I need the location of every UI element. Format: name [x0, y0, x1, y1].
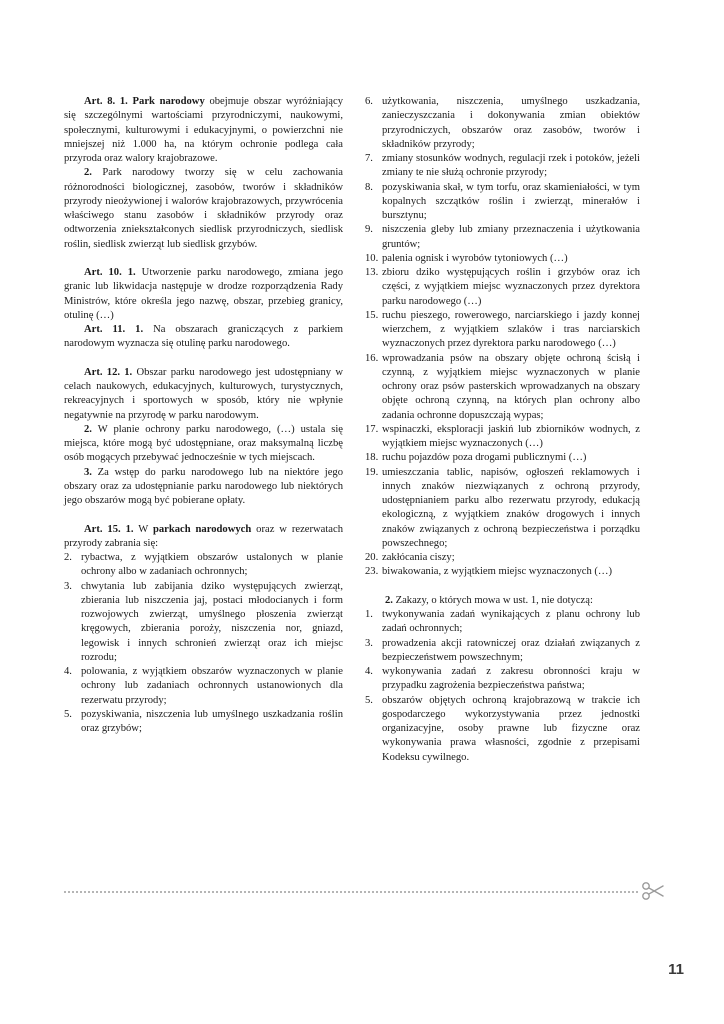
art8-paragraph-1 — [64, 95, 343, 166]
sec2-text: Zakazy, o których mowa w ust. 1, nie dotyczą: — [392, 594, 593, 606]
list-item-text: niszczenia gleby lub zmiany przeznaczenia i użytkowania gruntów; — [382, 224, 640, 250]
art12-text: Obszar parku narodowego jest udostępniany w celach naukowych, edukacyjnych, kulturowych, turystycznych, rekreacyjnych i sportowych w sposób, który nie wpłynie negatywnie na przyrodę w parku narodowym. — [64, 366, 343, 421]
list-item-number: 5. — [365, 694, 373, 706]
list-item-text: biwakowania, z wyjątkiem miejsc wyznaczonych (…) — [382, 566, 613, 578]
list-item — [365, 551, 640, 565]
art12-paragraph-2 — [64, 423, 343, 466]
list-item — [365, 565, 640, 579]
list-item-text: umieszczania tablic, napisów, ogłoszeń reklamowych i innych znaków niezwiązanych z ochroną przyrody, udostępnianiem parku albo rezerwatu przyrody, edukacją ekologiczną, z wyjątkiem znaków drogowych i innych znaków związanych z ochroną bezpieczeństwa i porządku powszechnego; — [382, 466, 640, 549]
list-item-number: 8. — [365, 181, 373, 193]
art12-paragraph-3 — [64, 466, 343, 509]
list-item — [365, 352, 640, 423]
list-item-text: chwytania lub zabijania dziko występujących zwierząt, zbierania lub niszczenia jaj, postaci młodocianych i form rozwojowych zwierząt, umyślnego płoszenia zwierząt kręgowych, zbierania poroży, niszczenia nor, gniazd, legowisk i innych schronień zwierząt oraz ich miejsc rozrodu; — [81, 580, 343, 663]
list-item — [365, 266, 640, 309]
list-item-number: 1. — [365, 609, 373, 620]
list-item-text: pozyskiwania, niszczenia lub umyślnego uszkadzania roślin oraz grzybów; — [81, 708, 343, 734]
scissors-icon — [641, 880, 665, 902]
art15-list-continued — [365, 95, 640, 580]
list-item — [365, 637, 640, 666]
list-item-text: twykonywania zadań wynikających z planu ochrony lub zadań ochronnych; — [382, 609, 640, 635]
art10-paragraph — [64, 266, 343, 323]
art8-paragraph-2 — [64, 166, 343, 252]
sec2-list — [365, 608, 640, 765]
sec2-label: 2. — [385, 594, 393, 606]
list-item-text: obszarów objętych ochroną krajobrazową w trakcie ich gospodarczego wykorzystywania przez jednostki organizacyjne, osoby prawne lub fizyczne oraz wykonywania prawa własności, zgodnie z przepisami Kodeksu cywilnego. — [382, 694, 640, 763]
list-item — [64, 551, 343, 580]
art12-p3-label: 3. — [84, 466, 92, 478]
art8-label: Art. 8. 1. — [84, 96, 128, 107]
art15-text: oraz w rezerwatach przyrody zabrania się: — [64, 523, 344, 549]
left-column — [64, 95, 343, 736]
list-item — [365, 95, 640, 152]
list-item-number: 4. — [64, 666, 72, 677]
art12-paragraph-1 — [64, 366, 343, 423]
list-item-number: 2. — [64, 552, 72, 563]
art12-p3-text: Za wstęp do parku narodowego lub na niektóre jego obszary oraz za udostępnianie parku narodowego lub niektórych jego obszarów mogą być pobierane opłaty. — [64, 466, 343, 506]
list-item — [64, 708, 343, 737]
art8-text: obejmuje obszar wyróżniający się szczególnymi wartościami przyrodniczymi, naukowymi, społecznymi, kulturowymi i edukacyjnymi, o powierzchni nie mniejszej niż 1.000 ha, na którym ochronie podlega cała przyroda oraz walory krajobrazowe. — [64, 96, 343, 164]
list-item-text: wykonywania zadań z zakresu obronności kraju w przypadku zagrożenia bezpieczeństwa państwa; — [382, 666, 640, 692]
art12-p2-label: 2. — [84, 423, 92, 435]
list-item-text: ruchu pieszego, rowerowego, narciarskiego i jazdy konnej wierzchem, z wyjątkiem szlaków i tras narciarskich wyznaczonych przez dyrektora parku narodowego (…) — [382, 309, 640, 350]
list-item-number: 3. — [64, 580, 72, 592]
list-item-text: palenia ognisk i wyrobów tytoniowych (…) — [382, 252, 568, 264]
art12-p2-text: W planie ochrony parku narodowego, (…) ustala się miejsca, które mogą być udostępniane, oraz maksymalną liczbę osób mogących przebywać jednocześnie w tych miejscach. — [64, 423, 343, 464]
list-item-text: prowadzenia akcji ratowniczej oraz działań związanych z bezpieczeństwem powszechnym; — [382, 637, 640, 663]
list-item-number: 18. — [365, 452, 379, 464]
list-item-number: 23. — [365, 566, 379, 578]
art15-label: Art. 15. 1. — [84, 523, 134, 535]
art15-pre: W — [133, 523, 153, 535]
list-item-text: ruchu pojazdów poza drogami publicznymi (…) — [382, 452, 587, 464]
art11-paragraph — [64, 323, 343, 352]
list-item — [365, 252, 640, 266]
list-item-text: rybactwa, z wyjątkiem obszarów ustalonych w planie ochrony albo w zadaniach ochronnych; — [81, 552, 343, 578]
art11-label: Art. 11. 1. — [84, 324, 144, 335]
list-item-number: 10. — [365, 252, 379, 264]
list-item-text: użytkowania, niszczenia, umyślnego uszkadzania, zanieczyszczania i dokonywania zmian obiektów przyrodniczych, obszarów oraz zasobów, tworów i składników przyrody; — [382, 96, 640, 150]
list-item-number: 13. — [365, 267, 379, 278]
right-column — [365, 95, 640, 765]
list-item-number: 17. — [365, 423, 379, 435]
list-item-number: 9. — [365, 224, 373, 236]
list-item — [365, 665, 640, 694]
list-item-number: 3. — [365, 637, 373, 649]
list-item-text: zakłócania ciszy; — [382, 552, 455, 563]
art8-p2-text: Park narodowy tworzy się w celu zachowania różnorodności biologicznej, zasobów, tworów i składników przyrody nieożywionej i walorów krajobrazowych, przywrócenia właściwego stanu zasobów i składników przyrody oraz odtworzenia zniekształconych siedlisk przyrodniczych, siedlisk roślin, siedlisk zwierząt lub siedlisk grzybów. — [64, 167, 343, 250]
list-item-number: 6. — [365, 96, 373, 107]
art15-bold-term: parkach narodowych — [152, 523, 252, 535]
list-item — [64, 580, 343, 666]
art15-intro — [64, 523, 343, 552]
list-item — [365, 309, 640, 352]
list-item — [365, 608, 640, 637]
art8-bold-term: Park narodowy — [132, 96, 205, 107]
art8-p2-label: 2. — [84, 167, 92, 179]
list-item-text: polowania, z wyjątkiem obszarów wyznaczonych w planie ochrony lub zadaniach ochronnych ustanowionych dla rezerwatu przyrody; — [81, 666, 343, 706]
list-item-number: 5. — [64, 708, 72, 720]
list-item-number: 19. — [365, 466, 379, 478]
list-item — [365, 152, 640, 181]
art10-label: Art. 10. 1. — [84, 267, 136, 278]
art11-text: Na obszarach graniczących z parkiem narodowym wyznacza się otulinę parku narodowego. — [64, 324, 343, 350]
list-item — [365, 451, 640, 465]
list-item — [365, 694, 640, 765]
list-item — [365, 181, 640, 224]
list-item-number: 16. — [365, 352, 379, 364]
list-item-text: wspinaczki, eksploracji jaskiń lub zbiorników wodnych, z wyjątkiem miejsc wyznaczonych (…) — [382, 423, 640, 449]
cut-line-divider — [64, 891, 638, 893]
art12-label: Art. 12. 1. — [84, 366, 133, 378]
page-number: 11 — [668, 961, 684, 978]
list-item — [64, 665, 343, 708]
list-item-number: 4. — [365, 666, 373, 677]
list-item-text: pozyskiwania skał, w tym torfu, oraz skamieniałości, w tym kopalnych szczątków roślin i zwierząt, minerałów i bursztynu; — [382, 181, 640, 221]
list-item-text: zmiany stosunków wodnych, regulacji rzek i potoków, jeżeli zmiany te nie służą ochronie przyrody; — [382, 153, 640, 179]
list-item-number: 7. — [365, 153, 373, 164]
art10-text: Utworzenie parku narodowego, zmiana jego granic lub likwidacja następuje w drodze rozporządzenia Rady Ministrów, które określa jego nazwę, obszar, przebieg granicy, otulinę (…) — [64, 267, 343, 321]
art15-list — [64, 551, 343, 736]
list-item — [365, 466, 640, 552]
list-item — [365, 423, 640, 452]
list-item-number: 20. — [365, 552, 379, 563]
list-item-number: 15. — [365, 309, 379, 321]
list-item-text: wprowadzania psów na obszary objęte ochroną ścisłą i czynną, z wyjątkiem miejsc wyznaczonych w planie ochrony oraz psów pasterskich wprowadzanych na obszary objęte ochroną czynną, na których plan ochrony albo zadania ochronne dopuszczają wypas; — [382, 352, 640, 421]
list-item-text: zbioru dziko występujących roślin i grzybów oraz ich części, z wyjątkiem miejsc wyznaczonych przez dyrektora parku narodowego (…) — [382, 267, 640, 307]
sec2-intro — [365, 594, 640, 608]
list-item — [365, 223, 640, 252]
